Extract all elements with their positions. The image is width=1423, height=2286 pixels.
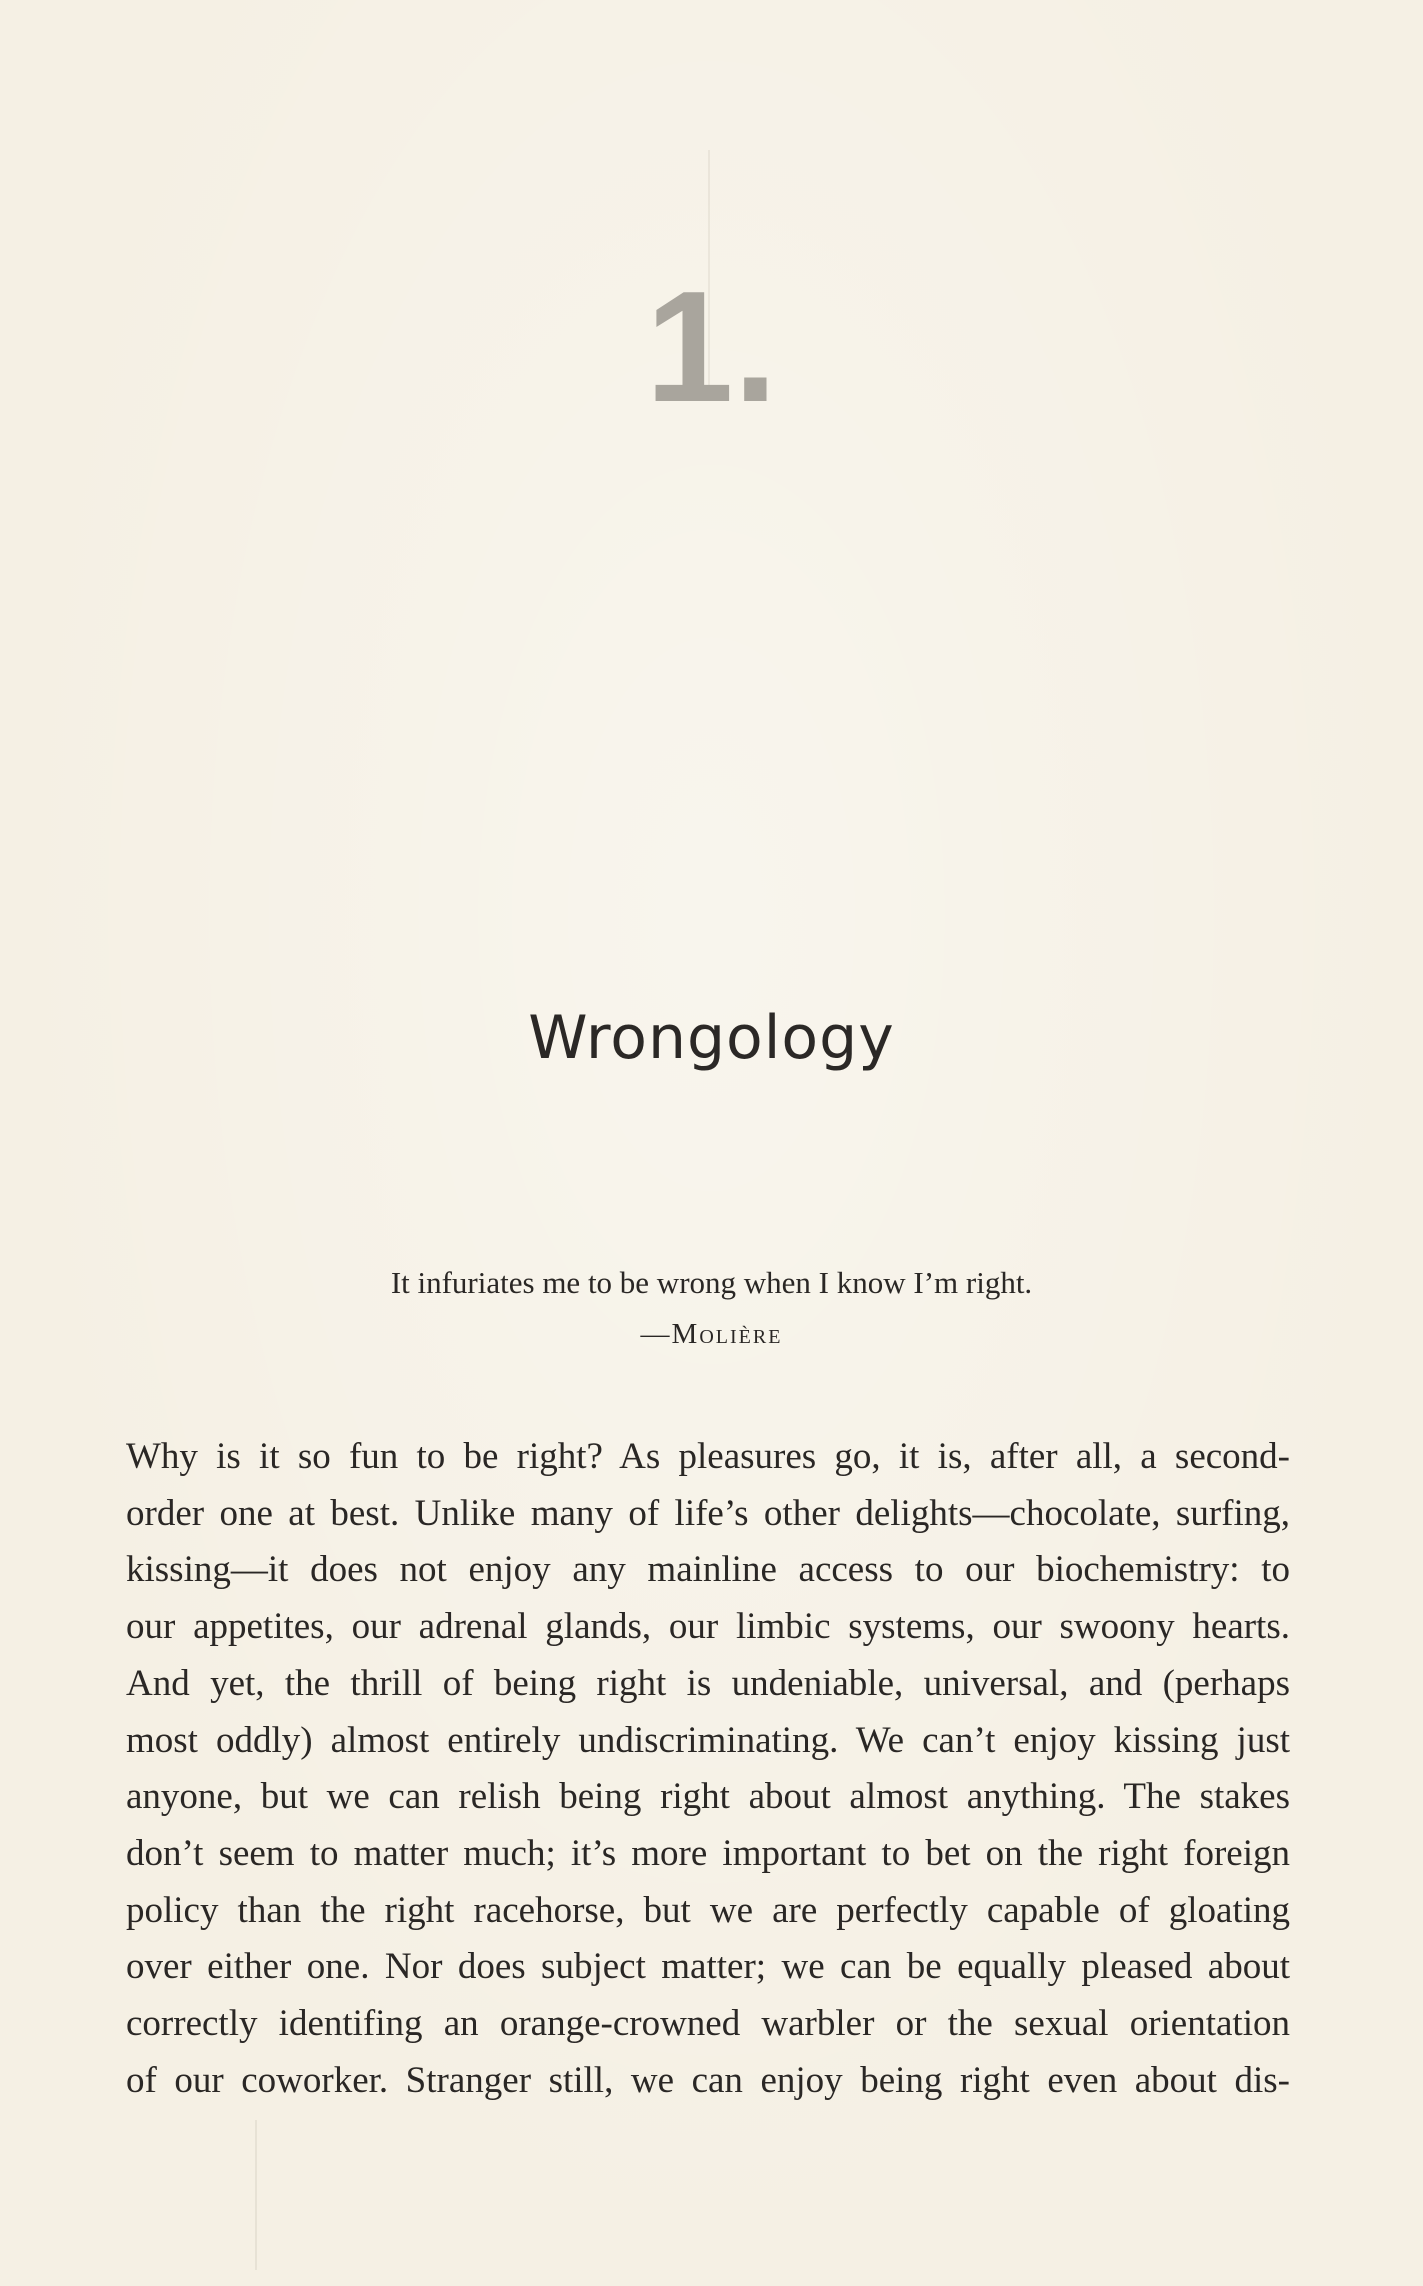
body-line: And yet, the thrill of being right is undeniable, universal, and (perhaps	[126, 1662, 1290, 1704]
body-line: of our coworker. Stranger still, we can enjoy being right even about dis-	[126, 2059, 1290, 2101]
epigraph-source: —Molière	[640, 1318, 783, 1350]
body-line: kissing—it does not enjoy any mainline access to our biochemistry: to	[126, 1549, 1290, 1591]
epigraph-quote: It infuriates me to be wrong when I know I’m right.	[390, 1265, 1033, 1300]
body-line: most oddly) almost entirely undiscriminating. We can’t enjoy kissing just	[126, 1719, 1290, 1761]
scan-artifact	[255, 2120, 257, 2270]
body-line: anyone, but we can relish being right about almost anything. The stakes	[126, 1776, 1290, 1818]
body-line: correctly identifing an orange-crowned warbler or the sexual orientation	[126, 2003, 1290, 2045]
body-line: don’t seem to matter much; it’s more important to bet on the right foreign	[126, 1832, 1290, 1874]
body-line: our appetites, our adrenal glands, our limbic systems, our swoony hearts.	[126, 1606, 1290, 1648]
body-paragraph	[126, 1429, 1290, 2109]
body-line: Why is it so fun to be right? As pleasures go, it is, after all, a second-	[126, 1436, 1290, 1477]
body-line: over either one. Nor does subject matter; we can be equally pleased about	[126, 1946, 1290, 1988]
chapter-title: Wrongology	[528, 1003, 895, 1073]
chapter-number: 1.	[645, 259, 778, 435]
body-line: policy than the right racehorse, but we are perfectly capable of gloating	[126, 1889, 1290, 1931]
body-line: order one at best. Unlike many of life’s other delights—chocolate, surfing,	[126, 1492, 1290, 1534]
